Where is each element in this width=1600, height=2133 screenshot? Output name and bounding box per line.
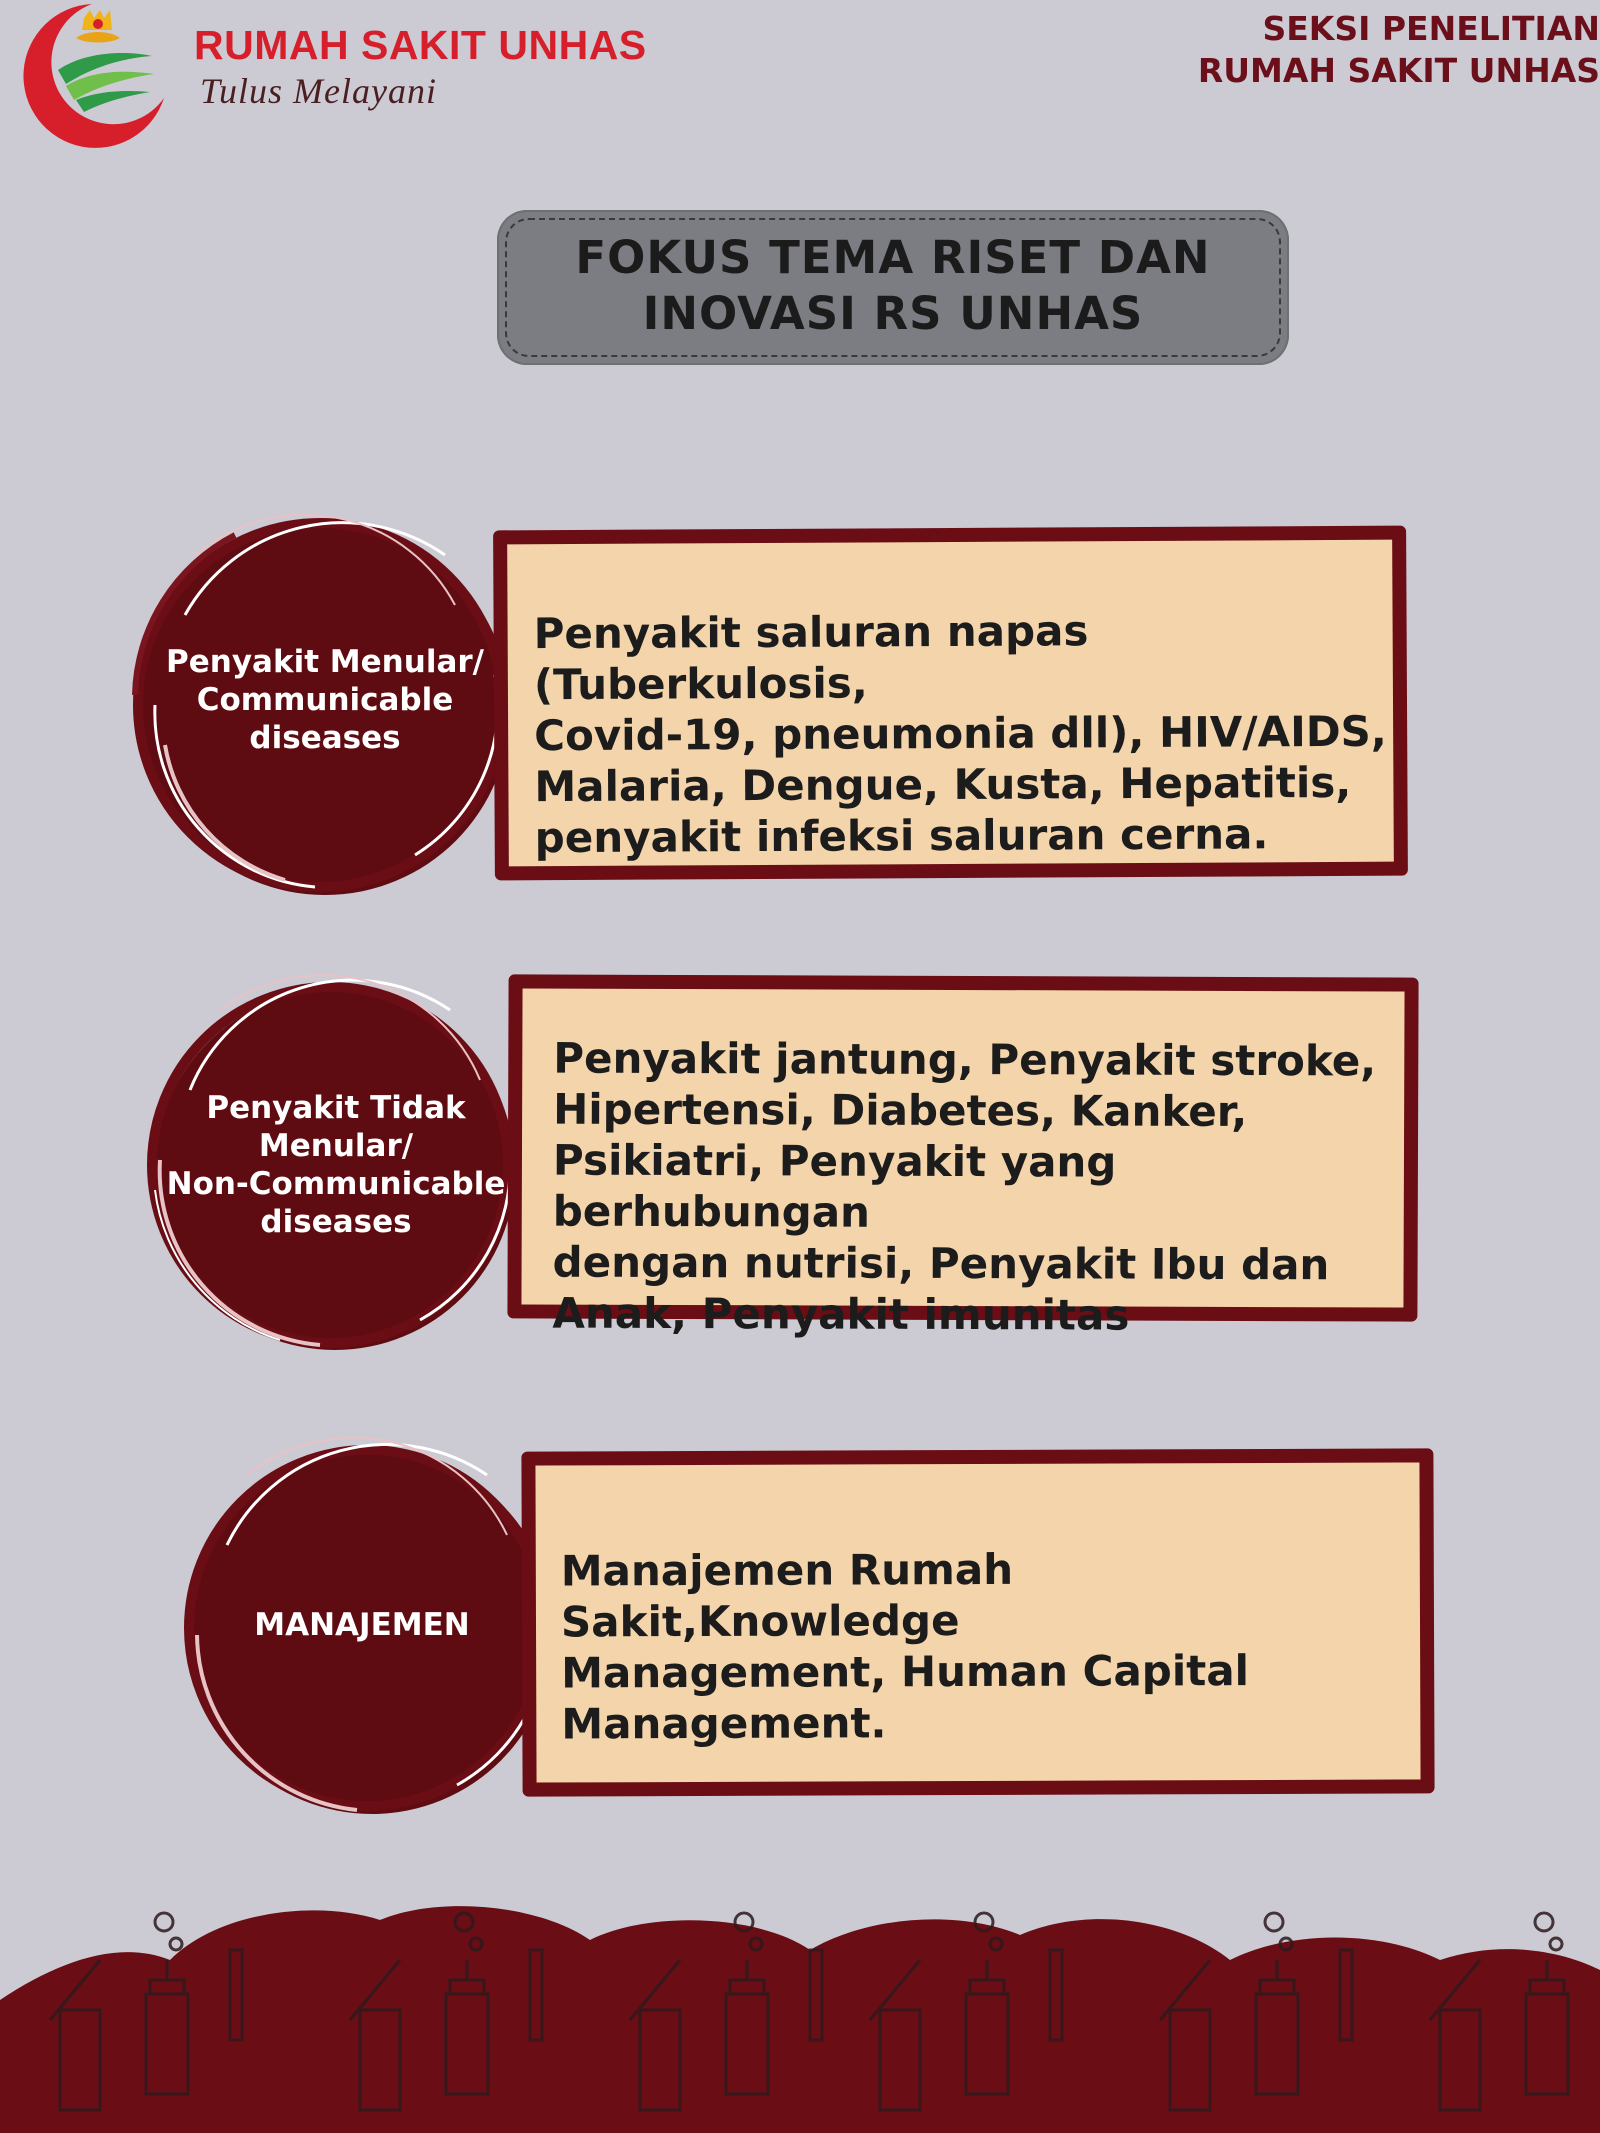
topic-label-line: MANAJEMEN — [254, 1607, 470, 1643]
topic-detail-line: Penyakit saluran napas (Tuberkulosis, — [533, 606, 1089, 710]
topic-detail-line: Hipertensi, Diabetes, Kanker, — [553, 1084, 1248, 1136]
hospital-logo-icon — [14, 0, 170, 150]
topic-details — [561, 1542, 1421, 1749]
topic-detail-line: Malaria, Dengue, Kusta, Hepatitis, — [534, 757, 1352, 812]
hospital-tagline: Tulus Melayani — [200, 71, 437, 111]
topic-detail-line: Management. — [561, 1698, 887, 1749]
topic-label-line: diseases — [249, 720, 401, 756]
topic-card-communicable — [493, 526, 1408, 881]
topic-label-line: Communicable — [196, 682, 454, 718]
topic-detail-line: Management, Human Capital — [561, 1646, 1250, 1698]
section-label-line2: RUMAH SAKIT UNHAS — [1197, 51, 1600, 90]
topic-label-line: Menular/ — [258, 1128, 414, 1164]
topic-details — [533, 604, 1393, 863]
hospital-logo — [14, 0, 647, 150]
section-label — [1198, 8, 1600, 92]
topic-label — [130, 960, 536, 1370]
topic-card-non-communicable — [507, 974, 1418, 1340]
page-title-line2: INOVASI RS UNHAS — [642, 287, 1144, 340]
topic-circle-non-communicable — [130, 960, 530, 1370]
topic-label-line: diseases — [260, 1204, 412, 1240]
topic-detail-line: Anak, Penyakit imunitas — [552, 1288, 1130, 1340]
topic-label — [115, 495, 525, 905]
section-label-line1: SEKSI PENELITIAN — [1262, 9, 1600, 48]
topic-detail-line: Covid-19, pneumonia dll), HIV/AIDS, — [534, 706, 1387, 761]
topic-card-management — [521, 1448, 1434, 1796]
topic-detail-line: dengan nutrisi, Penyakit Ibu dan — [552, 1237, 1330, 1290]
topic-label-line: Penyakit Tidak — [206, 1090, 466, 1126]
topic-label-line: Penyakit Menular/ — [166, 644, 484, 680]
topic-detail-line: Psikiatri, Penyakit yang berhubungan — [552, 1135, 1117, 1237]
page-title-line1: FOKUS TEMA RISET DAN — [575, 231, 1211, 284]
hospital-name: RUMAH SAKIT UNHAS — [194, 22, 647, 68]
topic-detail-line: penyakit infeksi saluran cerna. — [534, 809, 1269, 863]
topic-circle-communicable — [115, 495, 515, 905]
page-title — [497, 230, 1289, 342]
topic-label-line: Non-Communicable — [166, 1166, 506, 1202]
topic-label — [162, 1420, 582, 1830]
page-title-box — [497, 210, 1289, 365]
topic-circle-management — [162, 1420, 562, 1830]
topic-detail-line: Manajemen Rumah Sakit,Knowledge — [560, 1544, 1014, 1647]
topic-detail-line: Penyakit jantung, Penyakit stroke, — [553, 1033, 1377, 1086]
lab-equipment-pattern-icon — [0, 1900, 1600, 2133]
topic-details — [552, 1033, 1404, 1342]
